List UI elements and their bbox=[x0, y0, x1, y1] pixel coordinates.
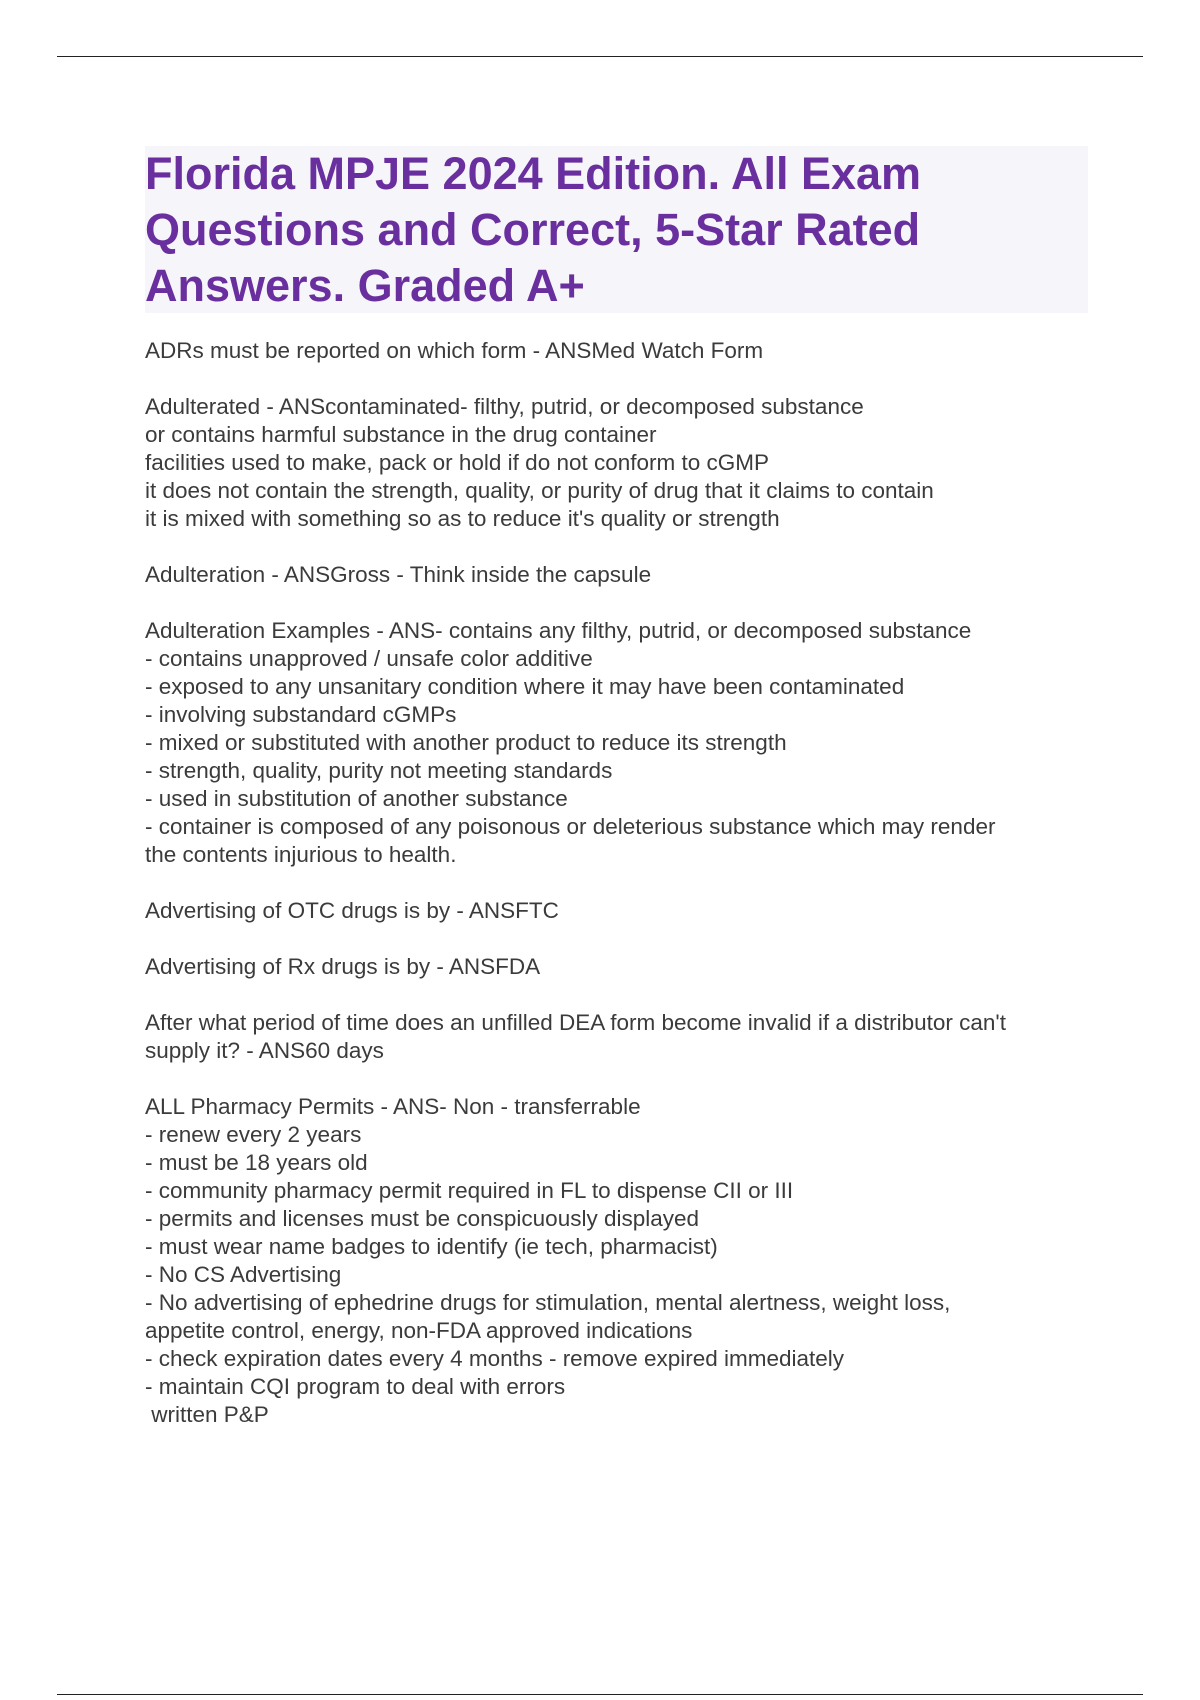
qa-entry-adr-form bbox=[145, 337, 1095, 365]
entry-line: appetite control, energy, non-FDA approved indications bbox=[145, 1318, 693, 1343]
entry-line: Advertising of Rx drugs is by - ANSFDA bbox=[145, 954, 541, 979]
entry-line: - must wear name badges to identify (ie tech, pharmacist) bbox=[145, 1234, 718, 1259]
entry-line: - must be 18 years old bbox=[145, 1150, 368, 1175]
entry-line: After what period of time does an unfilled DEA form become invalid if a distributor can't bbox=[145, 1010, 1006, 1035]
qa-entry-otc-advertising bbox=[145, 897, 1095, 925]
qa-entry-adulteration-examples bbox=[145, 617, 1095, 869]
entry-line: - No CS Advertising bbox=[145, 1262, 342, 1287]
entry-line: Adulterated - ANScontaminated- filthy, putrid, or decomposed substance bbox=[145, 394, 864, 419]
entry-line: - No advertising of ephedrine drugs for stimulation, mental alertness, weight loss, bbox=[145, 1290, 951, 1315]
entry-line: facilities used to make, pack or hold if do not conform to cGMP bbox=[145, 450, 770, 475]
entry-line: it is mixed with something so as to reduce it's quality or strength bbox=[145, 506, 780, 531]
qa-list bbox=[145, 337, 1095, 1457]
entry-line: - community pharmacy permit required in FL to dispense CII or III bbox=[145, 1178, 794, 1203]
entry-line: - renew every 2 years bbox=[145, 1122, 362, 1147]
entry-line: Adulteration Examples - ANS- contains any filthy, putrid, or decomposed substance bbox=[145, 618, 972, 643]
title-line: Questions and Correct, 5-Star Rated bbox=[145, 204, 921, 255]
entry-line: it does not contain the strength, quality, or purity of drug that it claims to contain bbox=[145, 478, 934, 503]
entry-line: - used in substitution of another substance bbox=[145, 786, 568, 811]
qa-entry-rx-advertising bbox=[145, 953, 1095, 981]
document-title bbox=[145, 146, 1088, 314]
entry-line: - contains unapproved / unsafe color additive bbox=[145, 646, 593, 671]
entry-line: ALL Pharmacy Permits - ANS- Non - transferrable bbox=[145, 1094, 641, 1119]
qa-entry-adulteration bbox=[145, 561, 1095, 589]
entry-line: - mixed or substituted with another product to reduce its strength bbox=[145, 730, 787, 755]
qa-entry-pharmacy-permits bbox=[145, 1093, 1095, 1429]
entry-line: - permits and licenses must be conspicuously displayed bbox=[145, 1206, 700, 1231]
entry-line: - exposed to any unsanitary condition where it may have been contaminated bbox=[145, 674, 905, 699]
qa-entry-dea-form bbox=[145, 1009, 1095, 1065]
entry-line: - check expiration dates every 4 months - remove expired immediately bbox=[145, 1346, 845, 1371]
entry-line: Advertising of OTC drugs is by - ANSFTC bbox=[145, 898, 559, 923]
entry-line: or contains harmful substance in the drug container bbox=[145, 422, 657, 447]
title-line: Florida MPJE 2024 Edition. All Exam bbox=[145, 148, 922, 199]
entry-line: - strength, quality, purity not meeting standards bbox=[145, 758, 613, 783]
entry-line: ADRs must be reported on which form - ANSMed Watch Form bbox=[145, 338, 764, 363]
title-banner bbox=[145, 146, 1088, 313]
title-line: Answers. Graded A+ bbox=[145, 260, 585, 311]
entry-line: Adulteration - ANSGross - Think inside the capsule bbox=[145, 562, 652, 587]
entry-line: - container is composed of any poisonous or deleterious substance which may render bbox=[145, 814, 996, 839]
entry-line: - involving substandard cGMPs bbox=[145, 702, 457, 727]
entry-line: the contents injurious to health. bbox=[145, 842, 457, 867]
entry-line: supply it? - ANS60 days bbox=[145, 1038, 384, 1063]
qa-entry-adulterated bbox=[145, 393, 1095, 533]
bottom-rule bbox=[57, 1694, 1143, 1695]
entry-line: written P&P bbox=[145, 1402, 269, 1427]
entry-line: - maintain CQI program to deal with errors bbox=[145, 1374, 566, 1399]
top-rule bbox=[57, 56, 1143, 57]
